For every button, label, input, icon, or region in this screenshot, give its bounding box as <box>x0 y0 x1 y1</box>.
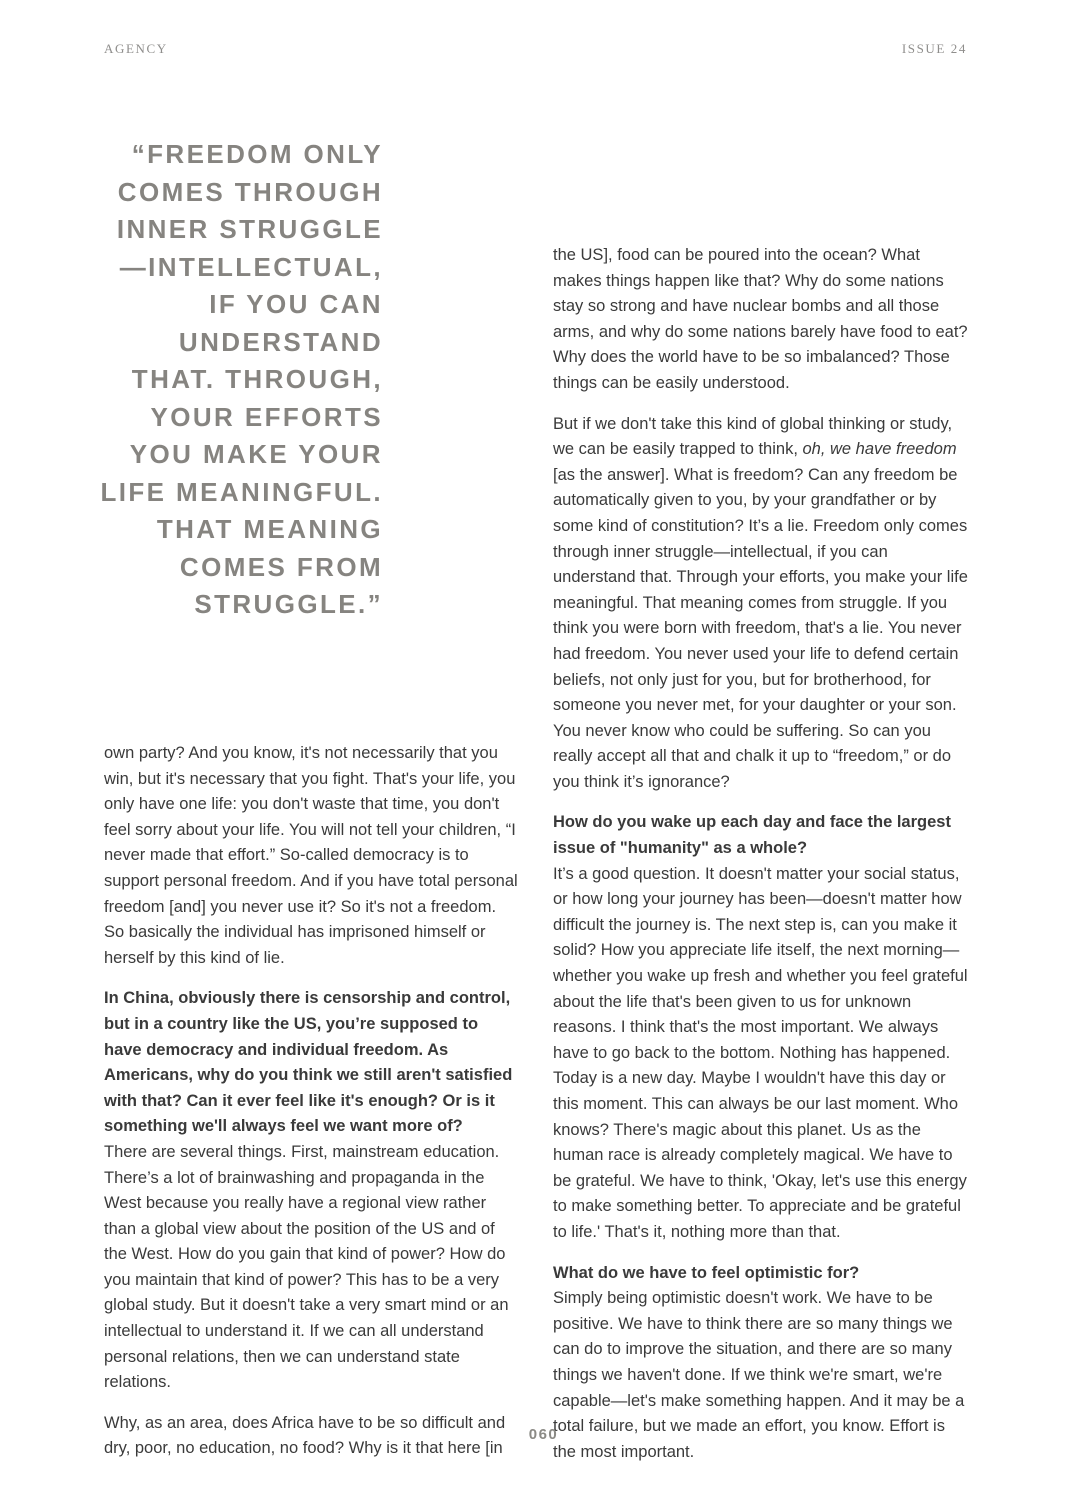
answer-paragraph-continued: own party? And you know, it's not necessarily that you win, but it's necessary that you fight. That's your life, you only have one life: you don't waste that time, you don't feel sorry about your life. You will not tell your children, “I never made that effort.” So-called democracy is to support personal freedom. And if you have total personal freedom [and] you never use it? So it's not a freedom. So basically the individual has imprisoned himself or herself by this kind of lie. <box>104 744 518 967</box>
emphasized-phrase: oh, we have freedom <box>802 440 957 459</box>
question-paragraph-start: Why, as an area, does Africa have to be so difficult and dry, poor, no education, no food? Why is it that here [in <box>104 1413 506 1458</box>
pull-quote-line: “FREEDOM ONLY <box>131 139 383 169</box>
page-number: 060 <box>528 1426 559 1443</box>
pull-quote-line: INNER STRUGGLE <box>116 214 383 244</box>
pull-quote-line: YOUR EFFORTS <box>150 401 383 432</box>
left-text-column <box>104 741 520 1462</box>
pull-quote-line: LIFE MEANINGFUL. <box>100 476 383 507</box>
answer-paragraph-continued: the US], food can be poured into the ocean? What makes things happen like that? Why do some nations stay so strong and have nuclear bombs and all those arms, and why do some nations barely have food to eat? Why does the world have to be so imbalanced? Those things can be easily understood. <box>553 246 968 392</box>
interview-question: How do you wake up each day and face the largest issue of "humanity" as a whole? <box>553 813 951 858</box>
pull-quote-line: IF YOU CAN <box>209 289 383 319</box>
interview-answer: Simply being optimistic doesn't work. We have to be positive. We have to think there are so many things we can do to improve the situation, and there are so many things we haven't done. If we think we're smart, we're capable—let's make something happen. And it may be a total failure, but we made an effort, you know. Effort is the most important. <box>553 1289 965 1461</box>
interview-answer: It’s a good question. It doesn't matter your social status, or how long your journey has been—doesn't matter how difficult the journey is. The next step is, can you make it solid? How you appreciate life itself, the next morning—whether you wake up fresh and whether you feel grateful about the life that's been given to us for unknown reasons. I think that's the most important. We always have to go back to the bottom. Nothing has happened. Today is a new day. Maybe I wouldn't have this day or this moment. This can always be our last moment. Who knows? There's magic about this planet. Us as the human race is already completely magical. We have to be grateful. We have to think, 'Okay, let's use this energy to make something better. To appreciate and be grateful to life.' That's it, nothing more than that. <box>553 864 968 1241</box>
paragraph-text: [as the answer]. What is freedom? Can any freedom be automatically given to you, by your grandfather or by some kind of constitution? It’s a lie. Freedom only comes through inner struggle—intellectual, if you can understand that. Through your efforts, you make your life meaningful. That meaning comes from struggle. If you think you were born with freedom, that's a lie. You never had freedom. You never used your life to defend certain beliefs, not only just for you, but for brotherhood, for someone you never met, for your daughter or your son. You never know who could be suffering. So can you really accept all that and chalk it up to “freedom,” or do you think it’s ignorance? <box>553 465 968 791</box>
pull-quote-line: THAT MEANING <box>156 514 383 544</box>
interview-question: In China, obviously there is censorship and control, but in a country like the US, you’re supposed to have democracy and individual freedom. As Americans, why do you think we still aren't satisfied with that? Can it ever feel like it's enough? Or is it something we'll always feel we want more of? <box>104 989 513 1136</box>
interview-answer: There are several things. First, mainstream education. There’s a lot of brainwashing and propaganda in the West because you really have a regional view rather than a global view about the position of the US and of the West. How do you gain that kind of power? How do you maintain that kind of power? This has to be a very global study. But it doesn't take a very smart mind or an intellectual to understand it. If we can all understand personal relations, then we can understand state relations. <box>104 1142 509 1392</box>
pull-quote-line: COMES THROUGH <box>117 176 383 207</box>
pull-quote-line: —INTELLECTUAL, <box>119 251 383 282</box>
pull-quote-line: YOU MAKE YOUR <box>129 439 383 469</box>
pull-quote-line: THAT. THROUGH, <box>131 364 383 394</box>
pull-quote <box>0 136 383 624</box>
interview-question: What do we have to feel optimistic for? <box>553 1263 860 1282</box>
pull-quote-line: COMES FROM <box>179 551 383 582</box>
publication-title: AGENCY <box>104 41 168 56</box>
pull-quote-line: UNDERSTAND <box>178 326 383 357</box>
pull-quote-line: STRUGGLE.” <box>194 589 383 619</box>
paragraph-text: But if we don't take this kind of global thinking or study, we can be easily trapped to think, <box>553 414 953 459</box>
right-text-column <box>553 243 971 1465</box>
answer-paragraph <box>553 412 971 796</box>
issue-number: ISSUE 24 <box>901 41 967 56</box>
